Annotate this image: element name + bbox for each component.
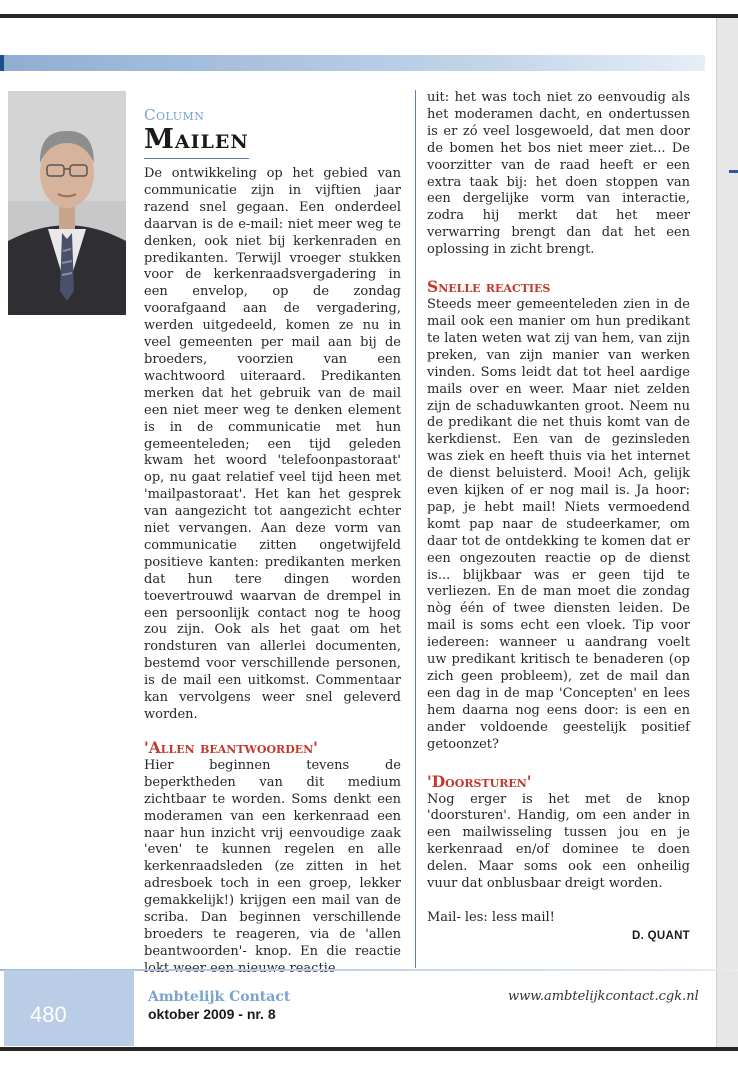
- page-number: 480: [30, 1002, 67, 1027]
- article-column-2: [427, 90, 690, 942]
- section-kicker: Column: [144, 106, 205, 124]
- subheading-snelle-reacties: Snelle reacties: [427, 277, 551, 297]
- portrait-image: [8, 91, 126, 315]
- subheading-allen-beantwoorden: 'Allen beantwoorden': [144, 737, 318, 757]
- header-band: [0, 55, 705, 71]
- gutter-marker: [729, 170, 738, 173]
- top-border: [0, 14, 738, 18]
- publication-name: Ambtelijk Contact: [148, 989, 291, 1005]
- article-paragraph: De ontwikkeling op het gebied van communicatie zijn in vijftien jaar razend snel gegaan. Een onderdeel daarvan is de e-mail: niet meer weg te denken, ook niet bij kerkenraden en predikanten. Terwijl vroeger stukken voor de kerkenraadsvergadering in een envelop, op de zondag voorafgaand aan de vergadering, werden uitgedeeld, komen ze nu in veel gemeenten per mail aan bij de broeders, voorzien van een wachtwoord uiteraard. Predikanten merken dat het gebruik van de mail een niet meer weg te denken element is in de communicatie met hun gemeenteleden; een tijd geleden kwam het woord 'telefoonpastoraat' op, nu gaat relatief veel tijd heen met 'mailpastoraat'. Het kan het gesprek van aangezicht tot aangezicht echter niet vervangen. Aan deze vorm van communicatie zitten ongetwijfeld positieve kanten: predikanten merken dat hun tere dingen worden toevertrouwd waarvan de drempel in een persoonlijk contact nog te hoog zou zijn. Ook als het gaat om het rondsturen van allerlei documenten, bestemd voor verschillende personen, is de mail een uitkomst. Commentaar kan vervolgens weer snel geleverd worden.: [144, 166, 401, 722]
- article-title: Mailen: [144, 124, 249, 159]
- author-photo: [8, 91, 126, 315]
- column-divider: [415, 90, 416, 968]
- article-paragraph: uit: het was toch niet zo eenvoudig als het moderamen dacht, en ondertussen is er zó veel losgewoeld, dat men door de bomen het bos niet meer ziet... De voorzitter van de raad heeft er een extra taak bij: het doen stoppen van een dergelijke vorm van interactie, zodra hij merkt dat het meer verwarring brengt dan dat het een oplossing in zicht brengt.: [427, 90, 690, 258]
- article-column-1: [144, 106, 401, 978]
- website-link[interactable]: www.ambtelijkcontact.cgk.nl: [508, 989, 699, 1004]
- closing-line: Mail- les: less mail!: [427, 909, 555, 925]
- article-paragraph: Nog erger is het met de knop 'doorsturen'. Handig, om een ander in een mailwisseling tussen jou en je kerkenraad en/of dominee te doen delen. Maar soms ook een onheilig vuur dat onblusbaar dreigt worden.: [427, 791, 690, 892]
- issue-label: oktober 2009 - nr. 8: [148, 1006, 276, 1022]
- bottom-border: [0, 1047, 738, 1051]
- header-band-marker: [0, 55, 4, 71]
- article-paragraph: Hier beginnen tevens de beperktheden van dit medium zichtbaar te worden. Soms denkt een moderamen van een kerkenraad een naar hun inzicht vrij eenvoudige zaak 'even' te kunnen regelen en alle kerkenraadsleden (ze zitten in het adresboek toch in een groep, lekker gemakkelijk!) krijgen een mail van de scriba. Dan beginnen verschillende broeders te reageren, via de 'allen beantwoorden'- knop. En die reactie: [144, 757, 401, 959]
- author-signature: D. QUANT: [632, 929, 690, 942]
- article-paragraph: Steeds meer gemeenteleden zien in de mail ook een manier om hun predikant te laten weten wat zij van hem, van zijn preken, van zijn manier van werken vinden. Soms leidt dat tot heel aardige mails over en weer. Maar niet zelden zijn de schaduwkanten groot. Neem nu de predikant die net thuis komt van de kerkdienst. Een van de gezinsleden was ziek en heeft thuis via het internet de dienst beluisterd. Mooi! Ach, gelijk even kijken of er nog mail is. Ja hoor: pap, je hebt mail! Niets vermoedend komt pap naar de studeerkamer, om daar tot de ontdekking te komen dat er een ongezouten reactie op de dienst is... blijkbaar was er geen tijd te verliezen. En de man moet die zondag nòg één of twee diensten leiden. De mail is soms echt een vloek. Tip voor iedereen: wanneer u aandrang voelt uw predikant kritisch te benaderen (op zich geen probleem), zet de mail dan een dag in de map 'Concepten' en lees hem daarna nog eens door: is een en ander voldoende geestelijk positief getoonzet?: [427, 297, 690, 752]
- subheading-doorsturen: 'Doorsturen': [427, 771, 532, 791]
